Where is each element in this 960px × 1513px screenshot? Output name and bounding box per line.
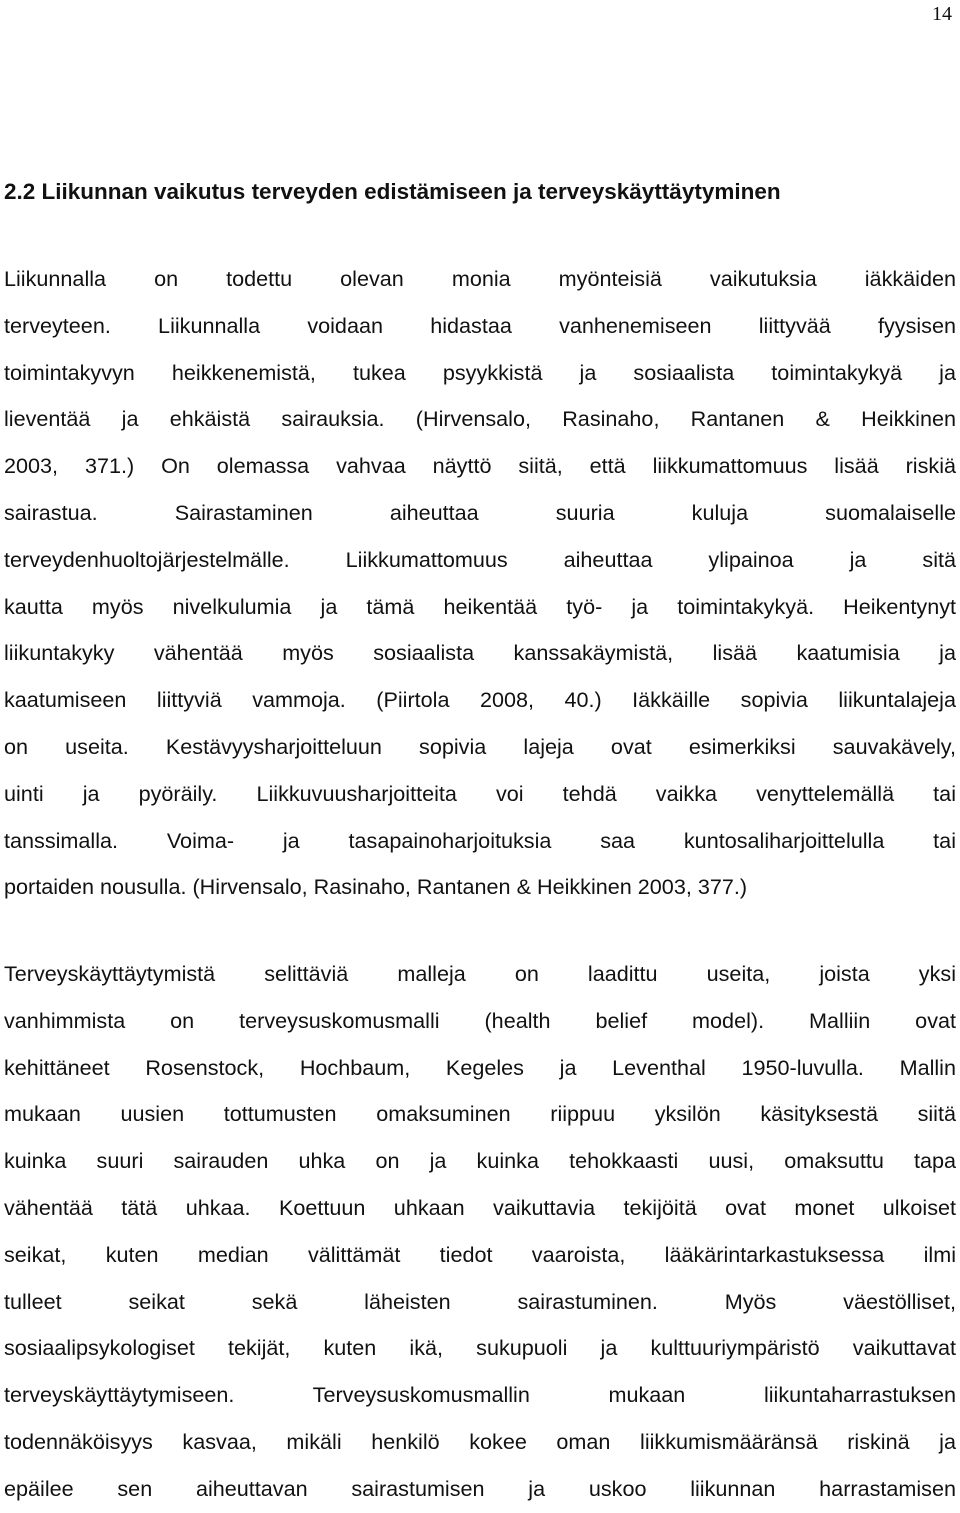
text-line: todennäköisyys kasvaa, mikäli henkilö kokee oman liikkumismääränsä riskinä ja <box>4 1428 956 1454</box>
text-line: terveyteen. Liikunnalla voidaan hidastaa vanhenemiseen liittyvää fyysisen <box>4 312 956 338</box>
text-line: portaiden nousulla. (Hirvensalo, Rasinaho, Rantanen & Heikkinen 2003, 377.) <box>4 874 748 900</box>
text-line: epäilee sen aiheuttavan sairastumisen ja uskoo liikunnan harrastamisen <box>4 1475 956 1501</box>
text-line: kautta myös nivelkulumia ja tämä heikentää työ- ja toimintakykyä. Heikentynyt <box>4 593 956 619</box>
text-line: liikuntakyky vähentää myös sosiaalista kanssakäymistä, lisää kaatumisia ja <box>4 640 956 666</box>
page-number: 14 <box>932 3 952 25</box>
text-line: tanssimalla. Voima- ja tasapainoharjoituksia saa kuntosaliharjoittelulla tai <box>4 827 956 853</box>
text-line: Terveyskäyttäytymistä selittäviä malleja on laadittu useita, joista yksi <box>4 961 956 986</box>
section-heading: 2.2 Liikunnan vaikutus terveyden edistämiseen ja terveyskäyttäytyminen <box>4 179 781 204</box>
body-paragraph <box>4 256 956 911</box>
text-line: terveyskäyttäytymiseen. Terveysuskomusmallin mukaan liikuntaharrastuksen <box>4 1382 956 1408</box>
text-line: toimintakyvyn heikkenemistä, tukea psyykkistä ja sosiaalista toimintakykyä ja <box>4 359 956 385</box>
text-line: kehittäneet Rosenstock, Hochbaum, Kegeles ja Leventhal 1950-luvulla. Mallin <box>4 1054 956 1080</box>
text-line: lieventää ja ehkäistä sairauksia. (Hirvensalo, Rasinaho, Rantanen & Heikkinen <box>4 406 956 432</box>
text-line: vähentää tätä uhkaa. Koettuun uhkaan vaikuttavia tekijöitä ovat monet ulkoiset <box>4 1194 956 1220</box>
text-line: kuinka suuri sairauden uhka on ja kuinka tehokkaasti uusi, omaksuttu tapa <box>4 1148 956 1174</box>
text-line: vanhimmista on terveysuskomusmalli (health belief model). Malliin ovat <box>4 1007 956 1033</box>
text-line: kaatumiseen liittyviä vammoja. (Piirtola 2008, 40.) Iäkkäille sopivia liikuntalajeja <box>4 687 956 713</box>
text-line: 2003, 371.) On olemassa vahvaa näyttö siitä, että liikkumattomuus lisää riskiä <box>4 453 956 479</box>
text-line: seikat, kuten median välittämät tiedot vaaroista, lääkärintarkastuksessa ilmi <box>4 1241 956 1267</box>
text-line: Liikunnalla on todettu olevan monia myönteisiä vaikutuksia iäkkäiden <box>4 266 956 291</box>
text-line: sosiaalipsykologiset tekijät, kuten ikä, sukupuoli ja kulttuuriympäristö vaikuttavat <box>4 1335 956 1361</box>
body-paragraph <box>4 951 956 1513</box>
text-line: mukaan uusien tottumusten omaksuminen riippuu yksilön käsityksestä siitä <box>4 1101 956 1127</box>
text-line: terveydenhuoltojärjestelmälle. Liikkumattomuus aiheuttaa ylipainoa ja sitä <box>4 546 956 572</box>
text-line: sairastua. Sairastaminen aiheuttaa suuria kuluja suomalaiselle <box>4 499 956 525</box>
text-line: tulleet seikat sekä läheisten sairastuminen. Myös väestölliset, <box>4 1288 956 1314</box>
text-line: on useita. Kestävyysharjoitteluun sopivia lajeja ovat esimerkiksi sauvakävely, <box>4 733 956 759</box>
text-line: uinti ja pyöräily. Liikkuvuusharjoitteita voi tehdä vaikka venyttelemällä tai <box>4 780 956 806</box>
